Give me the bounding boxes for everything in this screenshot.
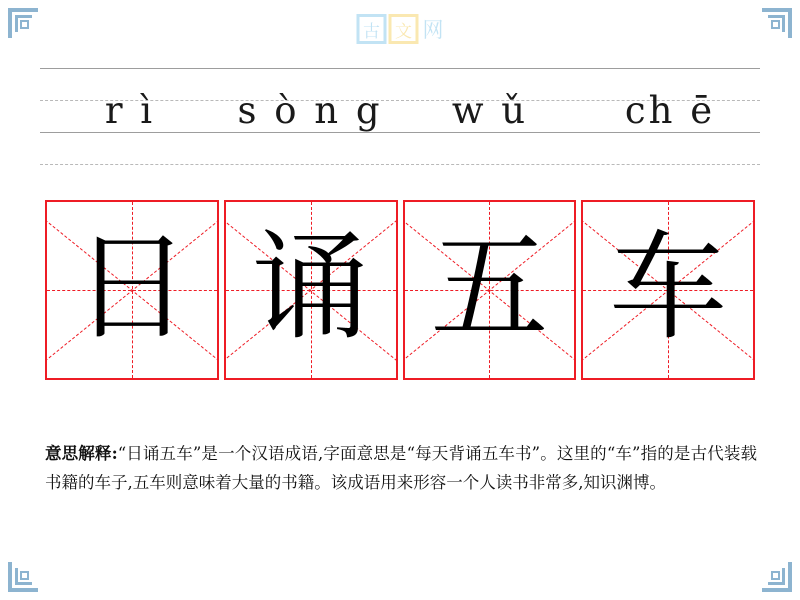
watermark-box-2: 文 [389, 14, 419, 44]
explanation-text: “日诵五车”是一个汉语成语,字面意思是“每天背诵五车书”。这里的“车”指的是古代装载书籍的车子,五车则意味着大量的书籍。该成语用来形容一个人读书非常多,知识渊博。 [45, 444, 758, 492]
pinyin-row [40, 68, 760, 166]
watermark-box-1: 古 [357, 14, 387, 44]
site-watermark-logo [357, 14, 444, 44]
explanation-paragraph [45, 440, 757, 498]
pinyin-syllable: s ò n g [237, 88, 383, 132]
corner-ornament-icon [760, 6, 794, 40]
watermark-text: 网 [422, 18, 444, 42]
pinyin-syllable: w ǔ [451, 88, 529, 132]
character-glyph: 日 [72, 218, 191, 356]
character-glyph: 五 [430, 218, 549, 356]
character-glyph: 诵 [251, 218, 370, 356]
character-cell [581, 200, 755, 380]
character-cell [45, 200, 219, 380]
explanation-label: 意思解释: [45, 444, 118, 463]
corner-ornament-icon [760, 560, 794, 594]
pinyin-syllable: r ì [104, 88, 156, 132]
character-grid [45, 200, 755, 380]
corner-ornament-icon [6, 560, 40, 594]
corner-ornament-icon [6, 6, 40, 40]
character-cell [403, 200, 577, 380]
character-cell [224, 200, 398, 380]
pinyin-syllable: ch ē [624, 88, 716, 132]
character-glyph: 车 [609, 218, 728, 356]
pinyin-staff [40, 68, 760, 166]
